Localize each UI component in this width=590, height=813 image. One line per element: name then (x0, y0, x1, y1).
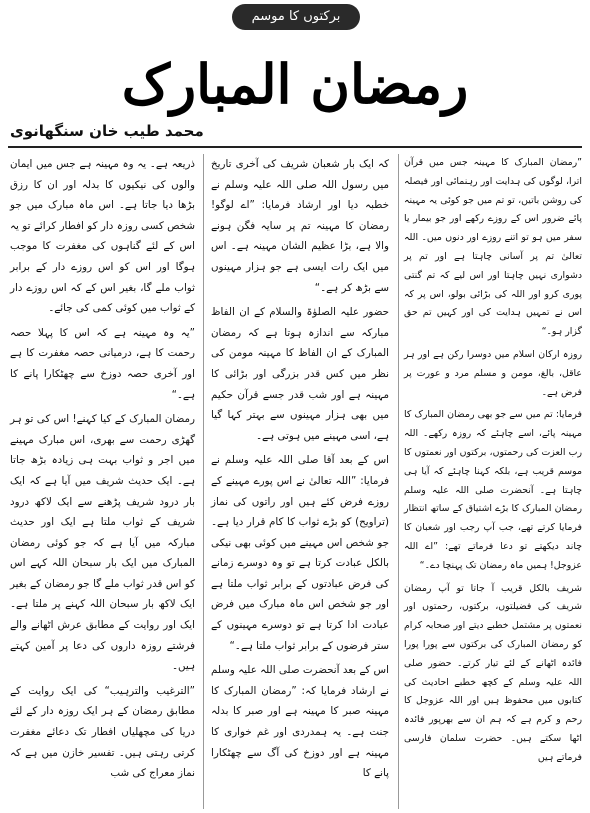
paragraph: رمضان المبارک کے کیا کہنے! اس کی تو ہر گھڑی رحمت سے بھری، اس مبارک مہینے میں اجر و ثواب بہت ہی زیادہ بڑھ جاتا ہے۔ ایک حدیث شریف میں آیا ہے کہ ایک بار درود شریف پڑھنے سے ایک لاکھ درود شریف کے ثواب ملتا ہے ایک اور حدیث مبارکہ میں آیا ہے کہ جو کوئی رمضان المبارک میں ایک بار سبحان اللہ کہے اس کو اس قدر ثواب ملے گا جو رمضان کے بغیر ایک لاکھ بار سبحان اللہ کہنے پر ملتا ہے۔ ایک اور روایت کے مطابق عرش اٹھانے والے فرشتے روزہ داروں کی دعا پر آمین کہتے ہیں۔ (10, 413, 195, 673)
paragraph: فرمایا: تم میں سے جو بھی رمضان المبارک کا مہینہ پائے، اسے چاہئے کہ روزہ رکھے۔ اللہ رب العزت کی رحمتوں، برکتوں اور نعمتوں کا موسم قریب ہے، بلکہ کہنا چاہئے کہ آیا ہی چاہتا ہے۔ آنحضرت صلی اللہ علیہ وسلم رمضان المبارک کا بڑے اشتیاق کے ساتھ انتظار فرمایا کرتے تھے، جب آپ رجب اور شعبان کا چاند دیکھتے تو دعا فرماتے تھے: ”اے اللہ عزوجل! ہمیں ماہ رمضان تک پہنچا دے۔“ (404, 409, 582, 571)
paragraph: روزہ ارکان اسلام میں دوسرا رکن ہے اور ہر عاقل، بالغ، مومن و مسلم مرد و عورت پر فرض ہے۔ (404, 348, 582, 398)
paragraph: کہ ایک بار شعبان شریف کی آخری تاریخ میں رسول اللہ صلی اللہ علیہ وسلم نے خطبہ دیا اور ارشاد فرمایا: ”اے لوگو! رمضان کا مہینہ تم پر سایہ فگن ہونے والا ہے، بڑا عظیم الشان مہینہ ہے۔ اس میں ایک رات ایسی ہے جو ہزار مہینوں سے بڑھ کر ہے۔“ (211, 158, 389, 294)
paragraph: اس کے بعد آنحضرت صلی اللہ علیہ وسلم نے ارشاد فرمایا کہ: ”رمضان المبارک کا مہینہ صبر کا مہینہ ہے اور صبر کا بدلہ جنت ہے۔ یہ ہمدردی اور غم خواری کا مہینہ ہے اور دوزخ کی آگ سے چھٹکارا پانے کا (211, 664, 389, 780)
paragraph: حضور علیہ الصلوٰۃ والسلام کے ان الفاظ مبارکہ سے اندازہ ہوتا ہے کہ رمضان المبارک کے ان الفاظ کا مہینہ مومن کی نظر میں کس قدر بزرگی اور بڑائی کا مہینہ ہے اور شب قدر جسے قرآن حکیم میں بھی ہزار مہینوں سے بہتر کہا گیا ہے، اسی مہینے میں ہوتی ہے۔ (211, 306, 389, 442)
byline: محمد طیب خان سنگھانوی (10, 122, 204, 140)
section-label: برکتوں کا موسم (232, 4, 360, 30)
column-divider (398, 154, 399, 809)
paragraph: شریف بالکل قریب آ جاتا تو آپ رمضان شریف کی فضیلتوں، برکتوں، رحمتوں اور نعمتوں پر مشتمل خطبے دیتے اور صحابہ کرام کو رمضان المبارک کی برکتوں سے پورا پورا فائدہ اٹھانے کے لئے تیار کرتے۔ حضور صلی اللہ علیہ وسلم کے کچھ خطبے احادیث کی کتابوں میں محفوظ ہیں اور اللہ عزوجل کا رحم و کرم ہے کہ ہم ان سے بھرپور فائدہ اٹھا سکتے ہیں۔ حضرت سلمان فارسی فرماتے ہیں (404, 582, 582, 763)
paragraph: ”الترغیب والترہیب“ کی ایک روایت کے مطابق رمضان کے ہر ایک روزہ دار کے لئے دریا کی مچھلیاں افطار تک دعائے مغفرت کرتی رہتی ہیں۔ تفسیر خازن میں ہے کہ نماز معراج کی شب (10, 684, 195, 780)
header-divider (8, 146, 582, 148)
article-column-middle (211, 154, 389, 788)
article-column-right (404, 154, 582, 772)
headline: رمضان المبارک (121, 52, 469, 116)
article-column-left (10, 154, 195, 788)
paragraph: ”یہ وہ مہینہ ہے کہ اس کا پہلا حصہ رحمت کا ہے، درمیانی حصہ مغفرت کا ہے اور آخری حصہ دوزخ سے چھٹکارا پانے کا ہے۔“ (10, 326, 195, 401)
column-divider (203, 154, 204, 809)
paragraph: ”رمضان المبارک کا مہینہ جس میں قرآن اترا، لوگوں کی ہدایت اور رہنمائی اور فیصلہ کی روشن باتیں، تو تم میں جو کوئی یہ مہینہ پائے ضرور اس کے روزے رکھے اور جو بیمار یا سفر میں ہو تو اتنے روزے اور دنوں میں۔ اللہ تعالیٰ تم پر آسانی چاہتا ہے اور تم پر دشواری نہیں چاہتا اور اس لیے کہ تم گنتی پوری کرو اور اللہ کی بڑائی بولو، اس پر کہ اس نے تمہیں ہدایت کی اور کہیں تم حق گزار ہو۔“ (404, 157, 582, 338)
paragraph: اس کے بعد آقا صلی اللہ علیہ وسلم نے فرمایا: ”اللہ تعالیٰ نے اس پورے مہینے کے روزے فرض کئے ہیں اور راتوں کی نماز (تراویح) کو بڑے ثواب کا کام قرار دیا ہے۔ جو شخص اس مہینے میں کوئی بھی نیکی بالکل عبادت کرتا ہے تو وہ دوسرے زمانے کی فرض عبادتوں کے برابر ثواب ملتا ہے اور جو شخص اس ماہ مبارک میں فرض عبادت ادا کرتا ہے تو دوسرے مہینوں کے ستر فرضوں کے برابر ثواب ملتا ہے۔“ (211, 454, 389, 652)
paragraph: ذریعہ ہے۔ یہ وہ مہینہ ہے جس میں ایمان والوں کی نیکیوں کا بدلہ اور ان کا رزق بڑھا دیا جاتا ہے۔ اس ماہ مبارک میں جو شخص کسی روزہ دار کو افطار کرائے تو یہ اس کے لئے گناہوں کی مغفرت کا موجب ہوگا اور اس کو اس روزے دار کے برابر ثواب ملے گا، بغیر اس کے کہ اس روزے دار کے ثواب میں کوئی کمی کی جائے۔ (10, 158, 195, 315)
